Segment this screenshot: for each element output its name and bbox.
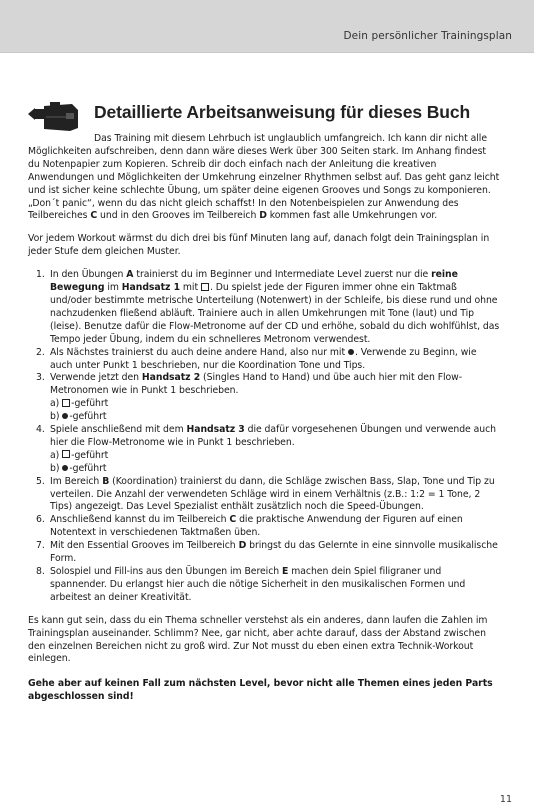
intro-mid-text: und in den Grooves im Teilbereich [100,210,257,222]
page-content [28,133,500,704]
intro-area-d: D [259,210,267,222]
sub-item: a) -geführt [50,449,109,461]
sub-item: b) -geführt [50,411,107,423]
open-square-icon [62,399,70,407]
list-item: 1. In den Übungen A trainierst du im Beginner und Intermediate Level zuerst nur die reine Bewegung im Handsatz 1 mit . Du spielst jede der Figuren immer ohne ein Taktmaß und/oder bestimmte metrische Unterteilung (Notenwert) in der Schleife, bis diese rund und ohne nachzudenken fließend abläuft. Trainiere auch in allen Umkehrungen mit Tone (laut) und Tip (leise). Benutze dafür die Flow-Metronome auf der CD und erhöhe, sobald du dich wohlfühlst, das Tempo jeder Übung, indem du ein schnelleres Metronom verwendest. [36,269,500,345]
filled-dot-icon [62,413,68,419]
list-item: 8. Solospiel und Fill-ins aus den Übungen im Bereich E machen dein Spiel filigraner und spannender. Du erlangst hier auch die nötige Sicherheit in den musikalischen Formen und arbeitest an deiner Kreativität. [36,566,466,603]
intro-paragraph [28,133,500,223]
page-number: 11 [499,794,512,805]
sub-item: b) -geführt [50,462,107,474]
open-square-icon [62,450,70,458]
list-item: 3. Verwende jetzt den Handsatz 2 (Singles Hand to Hand) und übe auch hier mit den Flow-Metronomen wie in Punkt 1 beschrieben. a) -geführt b) -geführt [28,372,500,424]
section-title: Detaillierte Arbeitsanweisung für dieses Buch [94,102,471,122]
list-item: 4. Spiele anschließend mit dem Handsatz 3 die dafür vorgesehenen Übungen und verwende auch hier die Flow-Metronome wie in Punkt 1 beschrieben. a) -geführt b) -geführt [28,424,500,476]
list-item: 5. Im Bereich B (Koordination) trainierst du dann, die Schläge zwischen Bass, Slap, Tone und Tip zu verteilen. Die Anzahl der verwendeten Schläge wird in einem Verhältnis (z.B.: 1:2 = 1 Tone, 2 Tips) angezeigt. Das Level Spezialist enthält zusätzlich noch die Speed-Übungen. [36,475,495,513]
steps-list [28,269,500,605]
filled-dot-icon [62,465,68,471]
list-item: 2. Als Nächstes trainierst du auch deine andere Hand, also nur mit . Verwende zu Beginn, wie auch unter Punkt 1 beschrieben, nur die Koordination Tone und Tips. [36,346,477,371]
list-item: 6. Anschließend kannst du im Teilbereich C die praktische Anwendung der Figuren auf einen Notentext in verschiedenen Taktmaßen üben. [36,514,463,539]
closing-paragraph: Gehe aber auf keinen Fall zum nächsten Level, bevor nicht alle Themen eines jeden Parts abgeschlossen sind! [28,678,493,703]
video-camera-icon [26,100,84,134]
open-square-icon [201,283,209,291]
intro-text: Das Training mit diesem Lehrbuch ist unglaublich umfangreich. Ich kann dir nicht alle Möglichkeiten aufschreiben, denn dann wäre dieses Werk über 300 Seiten stark. Im Anhang findest du Notenpapier zum Kopieren. Schreib dir doch einfach nach der Anleitung die kreativen Anwendungen und Möglichkeiten der Umkehrung einzelner Rhythmen selbst auf. Das geht ganz leicht und ist sicher keine schlechte Übung, um später deine eigenen Grooves und Songs zu komponieren. „Don´t panic“, wenn du das nicht gleich schaffst! In den Notenbeispielen zur Anwendung des Teilbereiches [28,133,500,222]
sub-item: a) -geführt [50,398,109,410]
workout-paragraph: Vor jedem Workout wärmst du dich drei bis fünf Minuten lang auf, danach folgt dein Trainingsplan in jeder Stufe dem gleichen Muster. [28,233,490,258]
filled-dot-icon [348,349,354,355]
intro-end-text: kommen fast alle Umkehrungen vor. [269,210,438,222]
outro-paragraph: Es kann gut sein, dass du ein Thema schneller verstehst als ein anderes, dann laufen die Zahlen im Trainingsplan auseinander. Schlimm? Nee, gar nicht, aber achte darauf, dass der Abstand zwischen den einzelnen Bereichen nicht zu groß wird. Zur Not musst du eben einen extra Technik-Workout einlegen. [28,614,488,665]
running-header-title: Dein persönlicher Trainingsplan [343,30,512,42]
intro-area-c: C [90,210,98,222]
list-item: 7. Mit den Essential Grooves im Teilbereich D bringst du das Gelernte in eine sinnvolle musikalische Form. [36,540,498,565]
page-header [0,0,534,53]
